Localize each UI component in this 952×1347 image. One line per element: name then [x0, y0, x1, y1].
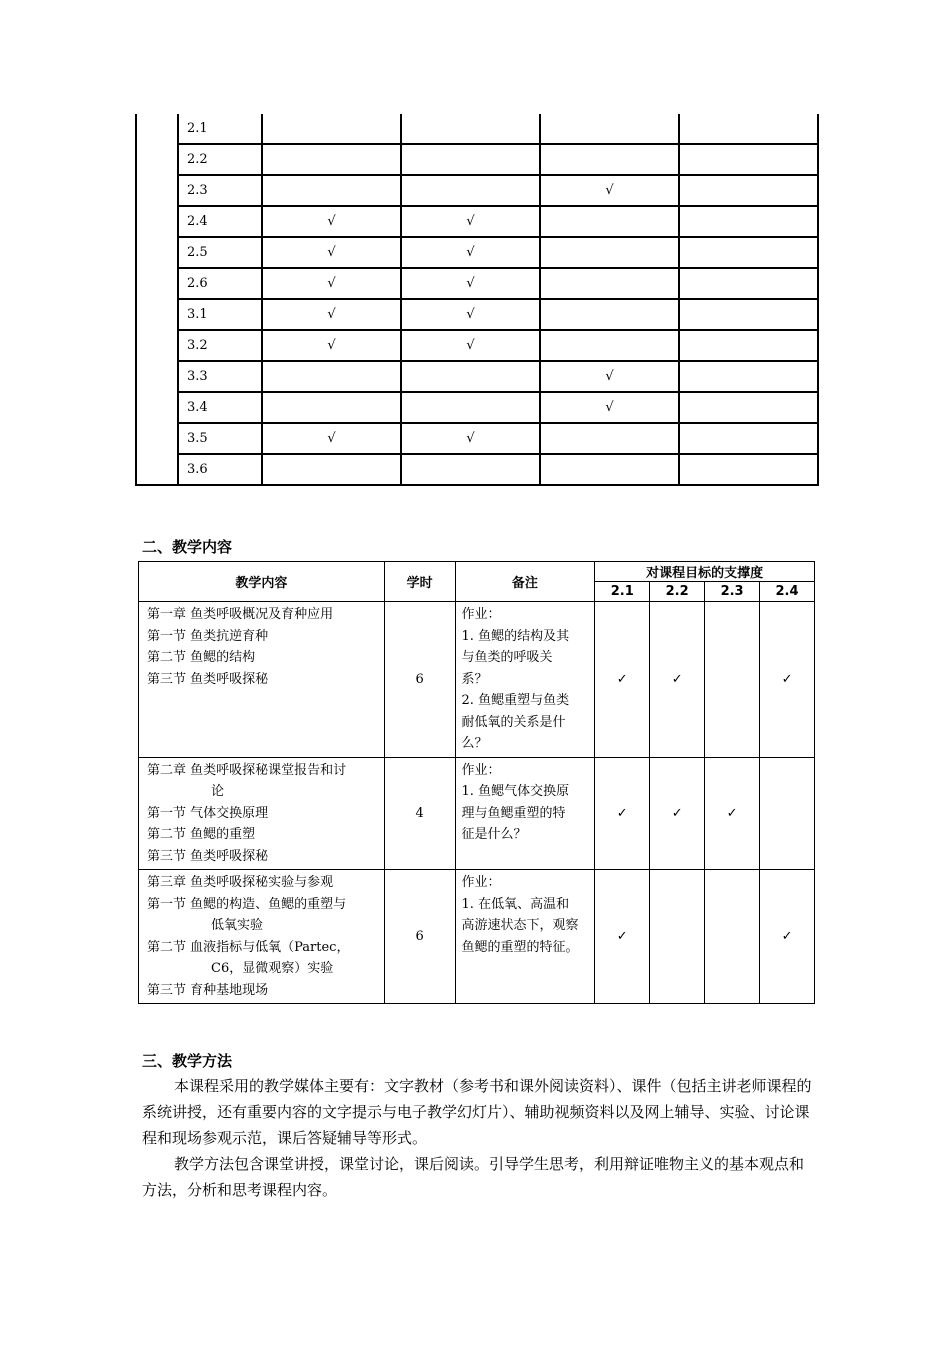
remark-line: 么？ — [461, 736, 488, 751]
chapter-cell — [139, 870, 385, 1004]
check-cell — [540, 330, 679, 361]
matrix-row — [136, 330, 818, 361]
teaching-content-table — [138, 561, 815, 1004]
header-hours: 学时 — [384, 562, 455, 602]
matrix-row — [136, 206, 818, 237]
row-label: 3.4 — [178, 392, 262, 423]
row-label: 2.6 — [178, 268, 262, 299]
chapter-line: 第一节 鱼类抗逆育种 — [147, 628, 269, 644]
chapter-line: 低氧实验 — [211, 918, 264, 933]
hours-cell: 4 — [384, 757, 455, 870]
check-cell — [679, 268, 818, 299]
teaching-content-body — [139, 602, 815, 1004]
check-cell: √ — [401, 268, 540, 299]
check-cell — [401, 454, 540, 485]
check-cell — [401, 392, 540, 423]
remark-line: 1. 鱼鳃气体交换原 — [461, 784, 570, 799]
remark-line: 1. 在低氧、高温和 — [461, 896, 570, 912]
chapter-line: 第三节 鱼类呼吸探秘 — [147, 671, 269, 687]
support-mark-cell: ✓ — [760, 602, 815, 758]
paragraph: 本课程采用的教学媒体主要有：文字教材（参考书和课外阅读资料）、课件（包括主讲老师课程的系统讲授，还有重要内容的文字提示与电子教学幻灯片）、辅助视频资料以及网上辅导、实验、讨论课程和现场参观示范，课后答疑辅导等形式。 — [142, 1077, 812, 1147]
remark-line: 征是什么？ — [461, 827, 527, 842]
chapter-line: 第一节 鱼鳃的构造、鱼鳃的重塑与 — [147, 896, 347, 912]
check-cell: √ — [540, 175, 679, 206]
goal-matrix-body — [136, 114, 818, 485]
chapter-line: 第一节 气体交换原理 — [147, 805, 269, 821]
section3-heading: 三、教学方法 — [142, 1052, 233, 1070]
remark-line: 2. 鱼鳃重塑与鱼类 — [461, 693, 570, 708]
check-cell: √ — [262, 299, 401, 330]
row-label: 3.1 — [178, 299, 262, 330]
remark-line: 鱼鳃的重塑的特征。 — [461, 939, 579, 955]
chapter-line: C6，显微观察）实验 — [211, 961, 334, 976]
chapter-line: 第二节 血液指标与低氧（Partec， — [147, 939, 350, 955]
matrix-row — [136, 299, 818, 330]
check-cell — [540, 299, 679, 330]
check-cell — [679, 361, 818, 392]
support-mark-cell: ✓ — [760, 870, 815, 1004]
support-mark-cell: ✓ — [595, 757, 650, 870]
chapter-line: 第三章 鱼类呼吸探秘实验与参观 — [147, 875, 334, 890]
matrix-row — [136, 268, 818, 299]
remark-line: 耐低氧的关系是什 — [461, 714, 566, 730]
chapter-cell — [139, 602, 385, 758]
check-cell — [540, 454, 679, 485]
check-cell: √ — [262, 237, 401, 268]
check-cell — [262, 114, 401, 144]
remark-line: 系？ — [461, 671, 488, 687]
check-cell — [401, 114, 540, 144]
row-label: 2.4 — [178, 206, 262, 237]
row-label: 3.5 — [178, 423, 262, 454]
content-row — [139, 602, 815, 758]
row-label: 3.2 — [178, 330, 262, 361]
check-cell — [262, 392, 401, 423]
check-cell: √ — [401, 423, 540, 454]
chapter-line: 第三节 鱼类呼吸探秘 — [147, 848, 269, 864]
remark-cell — [455, 602, 595, 758]
check-cell — [262, 175, 401, 206]
chapter-line: 第二节 鱼鳃的结构 — [147, 650, 256, 665]
matrix-row — [136, 175, 818, 206]
check-cell — [679, 423, 818, 454]
goal-matrix-table — [135, 114, 819, 486]
support-mark-cell — [705, 602, 760, 758]
check-cell — [540, 114, 679, 144]
remark-line: 高游速状态下，观察 — [461, 918, 579, 933]
check-cell: √ — [540, 361, 679, 392]
header-goal-2-2: 2.2 — [650, 582, 705, 602]
hours-cell: 6 — [384, 602, 455, 758]
check-cell — [540, 206, 679, 237]
chapter-line: 论 — [211, 784, 225, 799]
content-row — [139, 757, 815, 870]
check-cell — [262, 361, 401, 392]
header-goal-2-4: 2.4 — [760, 582, 815, 602]
support-mark-cell: ✓ — [595, 870, 650, 1004]
remark-line: 作业： — [461, 875, 501, 890]
chapter-line: 第三节 育种基地现场 — [147, 982, 269, 998]
support-mark-cell: ✓ — [650, 602, 705, 758]
check-cell: √ — [401, 206, 540, 237]
merged-first-column — [136, 114, 178, 485]
section2-heading: 二、教学内容 — [142, 538, 233, 556]
row-label: 2.1 — [178, 114, 262, 144]
support-mark-cell: ✓ — [650, 757, 705, 870]
check-cell: √ — [401, 299, 540, 330]
matrix-row — [136, 423, 818, 454]
header-support: 对课程目标的支撑度 — [595, 562, 815, 582]
check-cell — [540, 144, 679, 175]
matrix-row — [136, 114, 818, 144]
support-mark-cell — [760, 757, 815, 870]
check-cell — [401, 175, 540, 206]
matrix-row — [136, 454, 818, 485]
content-row — [139, 870, 815, 1004]
check-cell: √ — [401, 330, 540, 361]
check-cell — [401, 361, 540, 392]
chapter-line: 第二节 鱼鳃的重塑 — [147, 827, 256, 842]
header-remark: 备注 — [455, 562, 595, 602]
matrix-row — [136, 144, 818, 175]
check-cell — [401, 144, 540, 175]
header-goal-2-3: 2.3 — [705, 582, 760, 602]
chapter-cell — [139, 757, 385, 870]
support-mark-cell — [650, 870, 705, 1004]
support-mark-cell — [705, 870, 760, 1004]
check-cell — [679, 144, 818, 175]
matrix-row — [136, 237, 818, 268]
check-cell — [679, 237, 818, 268]
row-label: 2.3 — [178, 175, 262, 206]
header-content: 教学内容 — [139, 562, 385, 602]
section3-body — [142, 1073, 818, 1203]
check-cell — [540, 423, 679, 454]
check-cell — [679, 175, 818, 206]
remark-line: 作业： — [461, 762, 501, 778]
check-cell — [679, 206, 818, 237]
remark-cell — [455, 757, 595, 870]
remark-line: 1. 鱼鳃的结构及其 — [461, 628, 570, 644]
row-label: 2.5 — [178, 237, 262, 268]
check-cell: √ — [262, 423, 401, 454]
hours-cell: 6 — [384, 870, 455, 1004]
row-label: 2.2 — [178, 144, 262, 175]
matrix-row — [136, 392, 818, 423]
check-cell — [540, 268, 679, 299]
remark-line: 理与鱼鳃重塑的特 — [461, 805, 566, 821]
matrix-row — [136, 361, 818, 392]
check-cell — [679, 299, 818, 330]
check-cell — [262, 144, 401, 175]
row-label: 3.3 — [178, 361, 262, 392]
remark-cell — [455, 870, 595, 1004]
check-cell — [679, 114, 818, 144]
chapter-line: 第一章 鱼类呼吸概况及育种应用 — [147, 607, 334, 622]
check-cell — [679, 330, 818, 361]
support-mark-cell: ✓ — [705, 757, 760, 870]
check-cell — [540, 237, 679, 268]
row-label: 3.6 — [178, 454, 262, 485]
check-cell — [262, 454, 401, 485]
header-goal-2-1: 2.1 — [595, 582, 650, 602]
check-cell — [679, 392, 818, 423]
chapter-line: 第二章 鱼类呼吸探秘课堂报告和讨 — [147, 762, 347, 778]
support-mark-cell: ✓ — [595, 602, 650, 758]
check-cell: √ — [262, 268, 401, 299]
remark-line: 与鱼类的呼吸关 — [461, 650, 553, 665]
remark-line: 作业： — [461, 607, 501, 622]
check-cell: √ — [262, 330, 401, 361]
check-cell: √ — [401, 237, 540, 268]
paragraph: 教学方法包含课堂讲授，课堂讨论，课后阅读。引导学生思考，利用辩证唯物主义的基本观点和方法，分析和思考课程内容。 — [142, 1155, 805, 1199]
check-cell: √ — [262, 206, 401, 237]
check-cell: √ — [540, 392, 679, 423]
check-cell — [679, 454, 818, 485]
